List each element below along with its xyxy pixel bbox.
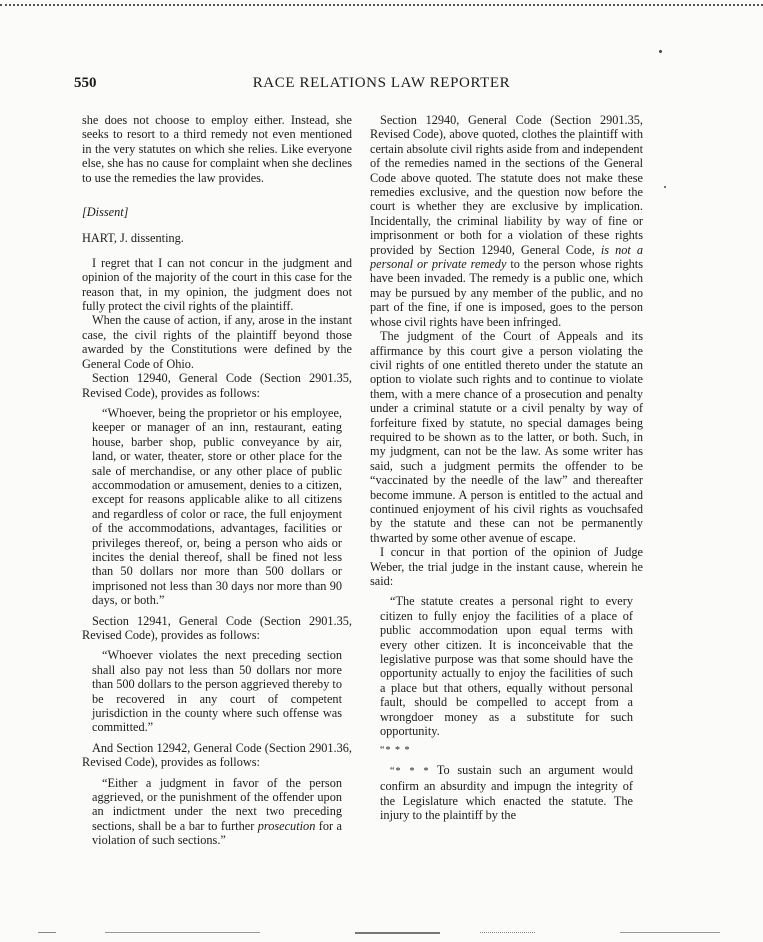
paragraph-12941-intro: Section 12941, General Code (Section 2901.35, Revised Code), provides as follows:: [82, 613, 352, 642]
quote-section-12940: “Whoever, being the proprietor or his employee, keeper or manager of an inn, restaurant, eating house, barber shop, public conveyance by air, land, or water, theater, store or other place for the sale of merchandise, or any other place of public accommodation or amusement, denies to a citizen, except for reasons applicable alike to all citizens and regardless of color or race, the full enjoyment of the accommodations, advantages, facilities or privileges thereof, or, being a person who aids or incites the denial thereof, shall be fined not less than 50 dollars nor more than 500 dollars or imprisoned not less than 30 days nor more than 90 days, or both.”: [92, 405, 342, 608]
page-number: 550: [74, 75, 97, 91]
paragraph-concur: I concur in that portion of the opinion of Judge Weber, the trial judge in the instant cause, wherein he said:: [370, 545, 643, 588]
quote-12942-part-a: “Either a judgment in favor of the person aggrieved, or the punishment of the offender upon an indictment under the next two preceding sections, shall be a bar to further: [92, 775, 342, 833]
quote-weber-part-2-text: To sustain such an argument would confirm an absurdity and impugn the integrity of the Legislature which enacted the statute. The injury to the plaintiff by the: [380, 762, 633, 823]
statute-analysis-italic: is not a personal or private remedy: [370, 242, 644, 272]
paragraph-cause: When the cause of action, if any, arose in the instant case, the civil rights of the plaintiff beyond those awarded by the Constitutions were defined by the General Code of Ohio.: [82, 313, 352, 371]
scan-edge-mark: [480, 932, 535, 933]
quote-12942-italic: prosecution: [257, 818, 316, 833]
quote-weber-part-2: [380, 763, 643, 823]
page-header: [0, 75, 763, 97]
running-title: RACE RELATIONS LAW REPORTER: [252, 75, 511, 91]
quote-weber-part-1: “The statute creates a personal right to every citizen to fully enjoy the facilities of a place of public accommodation upon equal terms with every other citizen. It is inconceivable that the legislative purpose was that some should have the opportunity actually to enjoy the facilities of such a place but that others, equally without personal fault, should be compelled to accept from a wrongdoer money as a substitute for such opportunity.: [380, 594, 633, 739]
quote-weber-part-2-stars: “* * *: [390, 765, 430, 777]
quote-section-12942: [92, 776, 352, 848]
scan-edge-mark: [38, 932, 56, 933]
scan-speck: [659, 50, 662, 53]
right-column: [370, 113, 643, 829]
quote-weber-ellipsis: “* * *: [380, 745, 411, 757]
statute-analysis-part-b: to the person whose rights have been invaded. The remedy is a public one, which may be pursued by any member of the public, and no part of the fine, if one is imposed, goes to the person whose civil rights have been infringed.: [370, 257, 643, 329]
paragraph-12942-intro: And Section 12942, General Code (Section 2901.36, Revised Code), provides as follows:: [82, 740, 352, 770]
quote-12942-part-b: for a violation of such sections.”: [92, 818, 343, 848]
scan-edge-mark: [620, 932, 720, 933]
paragraph-12940-intro: Section 12940, General Code (Section 2901.35, Revised Code), provides as follows:: [82, 371, 352, 400]
statute-analysis-part-a: Section 12940, General Code (Section 2901.35, Revised Code), above quoted, clothes the plaintiff with certain absolute civil rights aside from and independent of the remedies named in the sections of the General Code above quoted. The statute does not make these remedies exclusive, and the question now before the court is whether they are exclusive by implication. Incidentally, the criminal liability by way of fine or imprisonment or both for a violation of these rights provided by Section 12940, General Code,: [370, 113, 643, 257]
left-column: [82, 113, 352, 854]
top-dotted-border: [0, 4, 763, 6]
scan-edge-mark: [355, 932, 440, 934]
paragraph-judgment-critique: The judgment of the Court of Appeals and its affirmance by this court give a person violating the civil rights of one entitled thereto under the statute an option to violate such rights and to continue to violate them, with a mere chance of a prosecution and penalty under a criminal statute or a civil penalty by way of forfeiture fixed by statute, no special damages being required to be shown as to the latter, or both. Such, in my judgment, can not be the law. As some writer has said, such a judgment permits the offender to be “vaccinated by the needle of the law” and thereafter become immune. A person is entitled to the actual and continued enjoyment of his civil rights as vouchsafed by the statute and these can not be permanently thwarted by some other avenue of escape.: [370, 329, 643, 545]
paragraph-statute-analysis: [370, 113, 643, 329]
paragraph-intro: she does not choose to employ either. Instead, she seeks to resort to a third remedy not even mentioned in the very statutes on which she relies. Like everyone else, she has no cause for complaint when she declines to use the remedies the law provides.: [82, 113, 352, 185]
section-heading-dissent: [Dissent]: [82, 205, 129, 220]
opinion-author: HART, J. dissenting.: [82, 231, 184, 246]
scan-speck: [664, 186, 666, 188]
paragraph-regret: I regret that I can not concur in the judgment and opinion of the majority of the court in this case for the reason that, in my opinion, the judgment does not fully protect the civil rights of the plaintiff.: [82, 255, 352, 314]
quote-section-12941: “Whoever violates the next preceding section shall also pay not less than 50 dollars nor more than 500 dollars to the person aggrieved thereby to be recovered in any court of competent jurisdiction in the county where such offense was committed.”: [92, 648, 342, 735]
scan-edge-mark: [105, 932, 260, 933]
